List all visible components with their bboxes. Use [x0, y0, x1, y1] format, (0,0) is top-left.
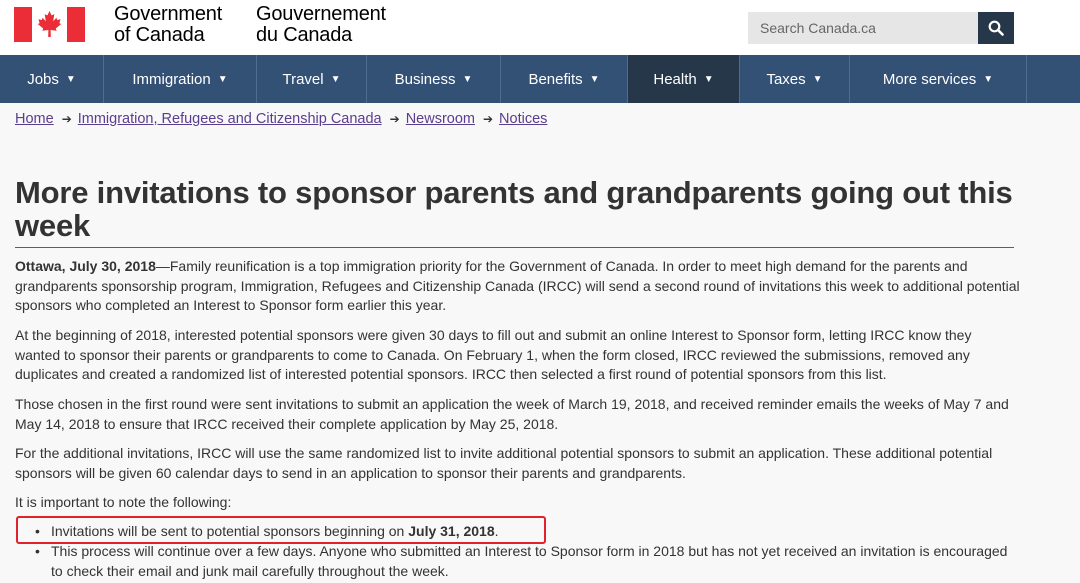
chevron-down-icon: ▼: [703, 73, 714, 85]
paragraph-background: At the beginning of 2018, interested potential sponsors were given 30 days to fill out and submit an online Interest to Sponsor form, letting IRCC know they wanted to sponsor their parents or grandparents to come to Canada. On February 1, when the form closed, IRCC reviewed the submissions, removed any duplicates and created a randomized list of interested potential sponsors. IRCC then selected a first round of potential sponsors from this list.: [15, 327, 972, 382]
signature-fr-line1: Gouvernement: [256, 3, 386, 25]
breadcrumb: [15, 111, 547, 127]
arrow-right-icon: ➔: [482, 112, 494, 126]
canada-flag-icon[interactable]: [14, 7, 85, 42]
bullet1-date: July 31, 2018: [408, 523, 495, 539]
search-icon: [988, 20, 1004, 36]
chevron-down-icon: ▼: [812, 73, 823, 85]
paragraph-note-intro: It is important to note the following:: [15, 494, 232, 510]
breadcrumb-notices[interactable]: Notices: [499, 111, 548, 127]
list-item: • This process will continue over a few days. Anyone who submitted an Interest to Sponsor form in 2018 but has not yet received an invitation is encouraged to check their email and junk mail carefully throughout the week.: [15, 542, 1020, 581]
menu-label: Benefits: [528, 70, 583, 88]
menu-benefits[interactable]: [501, 55, 628, 103]
signature-french[interactable]: [256, 4, 386, 46]
breadcrumb-home[interactable]: Home: [15, 111, 54, 127]
breadcrumb-newsroom[interactable]: Newsroom: [405, 111, 475, 127]
chevron-down-icon: ▼: [983, 73, 994, 85]
menu-label: Taxes: [766, 70, 806, 88]
menu-label: Business: [394, 70, 456, 88]
search-input[interactable]: [748, 12, 978, 44]
menu-label: More services: [882, 70, 977, 88]
main-menu: [0, 55, 1080, 103]
search-button[interactable]: [978, 12, 1014, 44]
highlight-annotation-box: [16, 516, 546, 544]
menu-label: Immigration: [132, 70, 211, 88]
menu-travel[interactable]: [257, 55, 367, 103]
page-title: More invitations to sponsor parents and grandparents going out this week: [15, 175, 1013, 243]
menu-spacer: [1027, 55, 1080, 103]
signature-en-line1: Government: [114, 3, 223, 25]
signature-english[interactable]: [114, 4, 222, 46]
chevron-down-icon: ▼: [217, 73, 228, 85]
signature-en-line2: of Canada: [114, 24, 205, 46]
menu-jobs[interactable]: [0, 55, 104, 103]
menu-label: Jobs: [27, 70, 59, 88]
arrow-right-icon: ➔: [61, 112, 72, 126]
paragraph-intro: [15, 257, 1020, 316]
arrow-right-icon: ➔: [389, 112, 400, 126]
paragraph-additional-invitations: For the additional invitations, IRCC will use the same randomized list to invite additional potential sponsors to submit an application. These additional potential sponsors will be given 60 calendar days to send in an application to sponsor their parents and grandparents.: [15, 445, 993, 481]
site-header: [0, 0, 1080, 55]
bullet1-end: .: [494, 523, 499, 539]
breadcrumb-ircc[interactable]: Immigration, Refugees and Citizenship Canada: [77, 111, 382, 127]
menu-more-services[interactable]: [850, 55, 1027, 103]
paragraph-first-round: Those chosen in the first round were sent invitations to submit an application the week of March 19, 2018, and received reminder emails the weeks of May 7 and May 14, 2018 to ensure that IRCC received their complete application by May 25, 2018.: [15, 396, 1009, 432]
bullet1-text: Invitations will be sent to potential sponsors beginning on: [51, 523, 409, 539]
menu-label: Travel: [282, 70, 324, 88]
chevron-down-icon: ▼: [65, 73, 76, 85]
menu-taxes[interactable]: [740, 55, 850, 103]
title-divider: [15, 247, 1014, 248]
chevron-down-icon: ▼: [462, 73, 473, 85]
dateline: Ottawa, July 30, 2018: [15, 258, 156, 274]
menu-immigration[interactable]: [104, 55, 257, 103]
chevron-down-icon: ▼: [589, 73, 600, 85]
menu-health[interactable]: [628, 55, 740, 103]
menu-business[interactable]: [367, 55, 501, 103]
chevron-down-icon: ▼: [330, 73, 341, 85]
paragraph-intro-text: —Family reunification is a top immigration priority for the Government of Canada. In order to meet high demand for the parents and grandparents sponsorship program, Immigration, Refugees and Citizenship Canada (IRCC) will send a second round of invitations this week to additional potential sponsors who completed an Interest to Sponsor form earlier this year.: [15, 258, 1020, 313]
menu-label: Health: [653, 70, 697, 88]
signature-fr-line2: du Canada: [256, 24, 353, 46]
